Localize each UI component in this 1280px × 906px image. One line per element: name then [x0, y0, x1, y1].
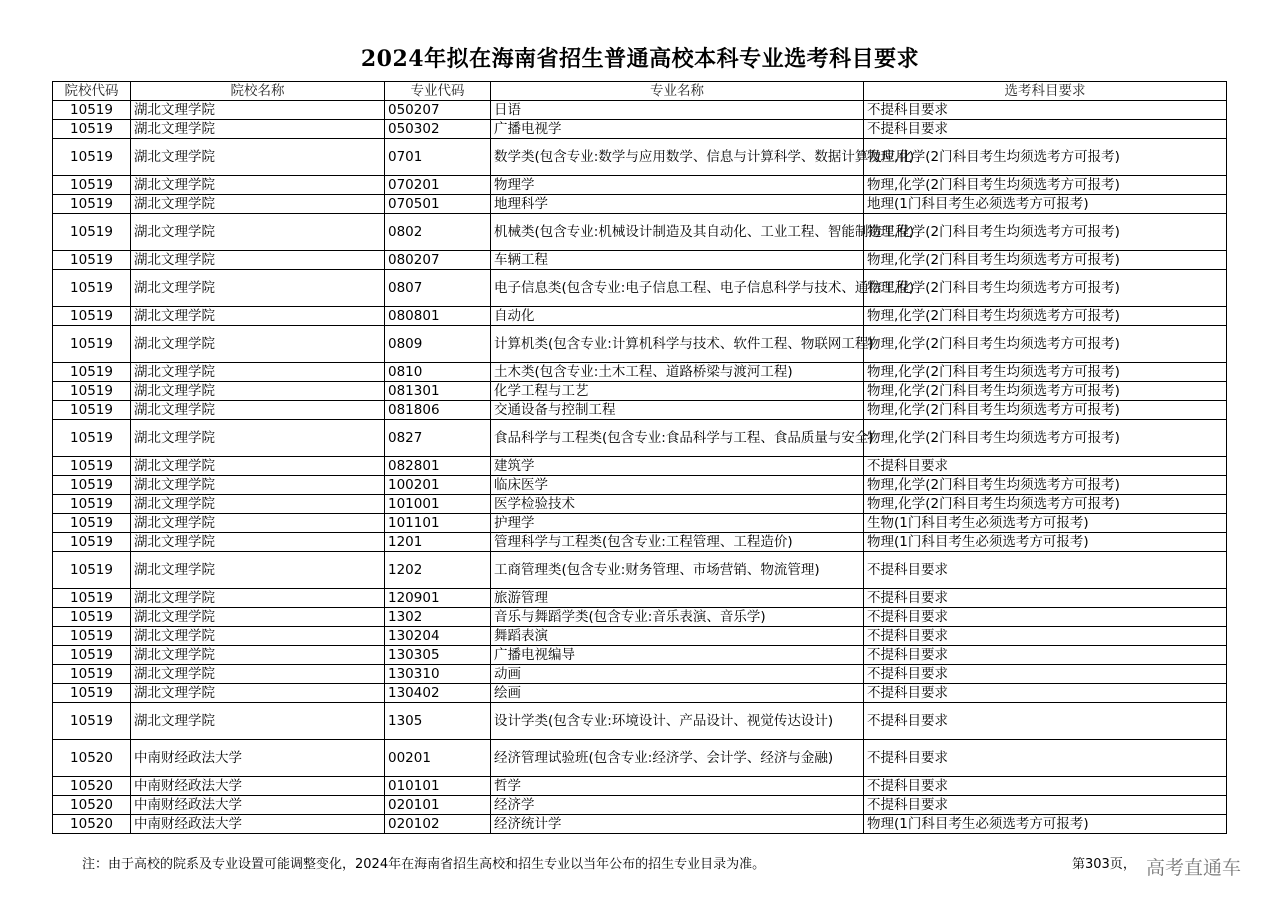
cell-major-code: 020101: [385, 796, 491, 815]
cell-school-name: 湖北文理学院: [131, 363, 385, 382]
cell-school-name: 湖北文理学院: [131, 214, 385, 251]
cell-major-code: 130305: [385, 646, 491, 665]
cell-school-name: 湖北文理学院: [131, 589, 385, 608]
table-row: [53, 476, 1227, 495]
cell-requirement: 不提科目要求: [864, 627, 1227, 646]
cell-school-name: 湖北文理学院: [131, 608, 385, 627]
cell-requirement: 物理,化学(2门科目考生均须选考方可报考): [864, 363, 1227, 382]
cell-school-code: 10519: [53, 533, 131, 552]
cell-major-code: 082801: [385, 457, 491, 476]
cell-major-code: 0827: [385, 420, 491, 457]
table-row: [53, 815, 1227, 834]
cell-major-code: 070501: [385, 195, 491, 214]
cell-requirement: 不提科目要求: [864, 740, 1227, 777]
cell-school-code: 10519: [53, 120, 131, 139]
cell-school-code: 10519: [53, 214, 131, 251]
table-row: [53, 646, 1227, 665]
table-body: [53, 101, 1227, 834]
page-number: 第303页，: [1072, 857, 1136, 872]
cell-school-name: 湖北文理学院: [131, 552, 385, 589]
table-row: [53, 740, 1227, 777]
table-row: [53, 139, 1227, 176]
cell-school-name: 湖北文理学院: [131, 703, 385, 740]
table-row: [53, 665, 1227, 684]
cell-school-code: 10520: [53, 740, 131, 777]
table-row: [53, 684, 1227, 703]
cell-requirement: 不提科目要求: [864, 646, 1227, 665]
cell-requirement: 物理,化学(2门科目考生均须选考方可报考): [864, 420, 1227, 457]
table-row: [53, 420, 1227, 457]
table-row: [53, 195, 1227, 214]
cell-school-code: 10519: [53, 457, 131, 476]
watermark: 高考直通车: [1146, 857, 1242, 879]
cell-major-code: 081301: [385, 382, 491, 401]
cell-major-code: 081806: [385, 401, 491, 420]
cell-school-code: 10519: [53, 401, 131, 420]
table-row: [53, 101, 1227, 120]
table-row: [53, 495, 1227, 514]
cell-school-name: 湖北文理学院: [131, 401, 385, 420]
cell-school-code: 10519: [53, 552, 131, 589]
cell-major-code: 080801: [385, 307, 491, 326]
cell-requirement: 不提科目要求: [864, 457, 1227, 476]
cell-school-code: 10519: [53, 270, 131, 307]
cell-requirement: 地理(1门科目考生必须选考方可报考): [864, 195, 1227, 214]
cell-major-name: 设计学类(包含专业:环境设计、产品设计、视觉传达设计): [491, 703, 864, 740]
cell-major-code: 0809: [385, 326, 491, 363]
cell-major-name: 工商管理类(包含专业:财务管理、市场营销、物流管理): [491, 552, 864, 589]
cell-school-name: 湖北文理学院: [131, 476, 385, 495]
table-row: [53, 533, 1227, 552]
table-row: [53, 703, 1227, 740]
cell-school-code: 10519: [53, 363, 131, 382]
cell-major-name: 护理学: [491, 514, 864, 533]
cell-requirement: 不提科目要求: [864, 589, 1227, 608]
cell-major-name: 建筑学: [491, 457, 864, 476]
table-row: [53, 307, 1227, 326]
cell-requirement: 物理,化学(2门科目考生均须选考方可报考): [864, 326, 1227, 363]
table-row: [53, 457, 1227, 476]
table-row: [53, 514, 1227, 533]
cell-requirement: 不提科目要求: [864, 796, 1227, 815]
cell-school-name: 湖北文理学院: [131, 382, 385, 401]
cell-school-code: 10519: [53, 665, 131, 684]
cell-major-code: 1202: [385, 552, 491, 589]
cell-school-name: 湖北文理学院: [131, 120, 385, 139]
cell-school-code: 10520: [53, 796, 131, 815]
cell-major-code: 1201: [385, 533, 491, 552]
cell-school-name: 湖北文理学院: [131, 514, 385, 533]
cell-school-name: 湖北文理学院: [131, 195, 385, 214]
header-school-name: 院校名称: [131, 82, 385, 101]
page-title: 2024年拟在海南省招生普通高校本科专业选考科目要求: [360, 46, 920, 72]
cell-requirement: 物理,化学(2门科目考生均须选考方可报考): [864, 176, 1227, 195]
cell-school-code: 10519: [53, 139, 131, 176]
header-major-name: 专业名称: [491, 82, 864, 101]
cell-school-name: 中南财经政法大学: [131, 740, 385, 777]
cell-major-name: 经济管理试验班(包含专业:经济学、会计学、经济与金融): [491, 740, 864, 777]
cell-requirement: 生物(1门科目考生必须选考方可报考): [864, 514, 1227, 533]
cell-school-name: 湖北文理学院: [131, 495, 385, 514]
cell-requirement: 物理,化学(2门科目考生均须选考方可报考): [864, 251, 1227, 270]
cell-requirement: 物理,化学(2门科目考生均须选考方可报考): [864, 476, 1227, 495]
cell-major-code: 0701: [385, 139, 491, 176]
header-major-code: 专业代码: [385, 82, 491, 101]
cell-school-name: 湖北文理学院: [131, 251, 385, 270]
cell-requirement: 不提科目要求: [864, 703, 1227, 740]
header-requirement: 选考科目要求: [864, 82, 1227, 101]
requirements-table: [52, 81, 1227, 834]
table-row: [53, 589, 1227, 608]
cell-school-name: 湖北文理学院: [131, 646, 385, 665]
cell-major-name: 广播电视编导: [491, 646, 864, 665]
cell-major-name: 管理科学与工程类(包含专业:工程管理、工程造价): [491, 533, 864, 552]
table-row: [53, 251, 1227, 270]
cell-school-name: 湖北文理学院: [131, 176, 385, 195]
cell-requirement: 物理,化学(2门科目考生均须选考方可报考): [864, 401, 1227, 420]
cell-major-code: 101101: [385, 514, 491, 533]
table-row: [53, 120, 1227, 139]
cell-major-name: 物理学: [491, 176, 864, 195]
cell-school-code: 10519: [53, 589, 131, 608]
cell-school-code: 10519: [53, 195, 131, 214]
table-row: [53, 627, 1227, 646]
cell-major-name: 日语: [491, 101, 864, 120]
cell-major-name: 机械类(包含专业:机械设计制造及其自动化、工业工程、智能制造工程): [491, 214, 864, 251]
cell-major-code: 0802: [385, 214, 491, 251]
cell-requirement: 物理,化学(2门科目考生均须选考方可报考): [864, 139, 1227, 176]
cell-requirement: 不提科目要求: [864, 120, 1227, 139]
cell-major-name: 医学检验技术: [491, 495, 864, 514]
cell-major-name: 广播电视学: [491, 120, 864, 139]
cell-school-code: 10519: [53, 608, 131, 627]
cell-requirement: 物理,化学(2门科目考生均须选考方可报考): [864, 307, 1227, 326]
cell-school-code: 10519: [53, 307, 131, 326]
cell-requirement: 不提科目要求: [864, 608, 1227, 627]
cell-major-name: 交通设备与控制工程: [491, 401, 864, 420]
header-school-code: 院校代码: [53, 82, 131, 101]
cell-requirement: 物理,化学(2门科目考生均须选考方可报考): [864, 270, 1227, 307]
cell-major-name: 化学工程与工艺: [491, 382, 864, 401]
table-row: [53, 270, 1227, 307]
cell-major-code: 00201: [385, 740, 491, 777]
cell-school-name: 湖北文理学院: [131, 627, 385, 646]
cell-major-name: 自动化: [491, 307, 864, 326]
cell-major-name: 车辆工程: [491, 251, 864, 270]
cell-requirement: 不提科目要求: [864, 665, 1227, 684]
cell-major-code: 020102: [385, 815, 491, 834]
table-row: [53, 608, 1227, 627]
cell-school-code: 10519: [53, 495, 131, 514]
cell-major-code: 080207: [385, 251, 491, 270]
cell-school-code: 10519: [53, 627, 131, 646]
cell-requirement: 不提科目要求: [864, 684, 1227, 703]
cell-major-code: 050207: [385, 101, 491, 120]
cell-major-code: 100201: [385, 476, 491, 495]
footnote: 注：由于高校的院系及专业设置可能调整变化，2024年在海南省招生高校和招生专业以当年公布的招生专业目录为准。: [82, 857, 766, 872]
cell-major-name: 电子信息类(包含专业:电子信息工程、电子信息科学与技术、通信工程): [491, 270, 864, 307]
cell-school-code: 10519: [53, 476, 131, 495]
cell-major-name: 音乐与舞蹈学类(包含专业:音乐表演、音乐学): [491, 608, 864, 627]
cell-requirement: 物理,化学(2门科目考生均须选考方可报考): [864, 495, 1227, 514]
cell-major-name: 食品科学与工程类(包含专业:食品科学与工程、食品质量与安全): [491, 420, 864, 457]
cell-major-code: 050302: [385, 120, 491, 139]
cell-requirement: 不提科目要求: [864, 552, 1227, 589]
cell-requirement: 物理,化学(2门科目考生均须选考方可报考): [864, 214, 1227, 251]
cell-school-code: 10520: [53, 777, 131, 796]
cell-school-code: 10519: [53, 326, 131, 363]
table-row: [53, 796, 1227, 815]
cell-major-code: 130402: [385, 684, 491, 703]
cell-major-name: 计算机类(包含专业:计算机科学与技术、软件工程、物联网工程): [491, 326, 864, 363]
cell-school-code: 10519: [53, 684, 131, 703]
cell-school-name: 湖北文理学院: [131, 307, 385, 326]
cell-major-name: 经济学: [491, 796, 864, 815]
cell-major-code: 0807: [385, 270, 491, 307]
cell-school-name: 湖北文理学院: [131, 326, 385, 363]
cell-major-name: 临床医学: [491, 476, 864, 495]
cell-school-name: 湖北文理学院: [131, 101, 385, 120]
cell-school-name: 中南财经政法大学: [131, 796, 385, 815]
table-row: [53, 214, 1227, 251]
cell-major-code: 1305: [385, 703, 491, 740]
cell-school-name: 湖北文理学院: [131, 665, 385, 684]
cell-major-code: 010101: [385, 777, 491, 796]
cell-major-name: 土木类(包含专业:土木工程、道路桥梁与渡河工程): [491, 363, 864, 382]
cell-requirement: 物理,化学(2门科目考生均须选考方可报考): [864, 382, 1227, 401]
cell-major-code: 0810: [385, 363, 491, 382]
cell-requirement: 物理(1门科目考生必须选考方可报考): [864, 815, 1227, 834]
cell-major-code: 070201: [385, 176, 491, 195]
cell-school-code: 10519: [53, 382, 131, 401]
cell-school-code: 10519: [53, 420, 131, 457]
table-row: [53, 552, 1227, 589]
cell-school-code: 10519: [53, 101, 131, 120]
cell-requirement: 物理(1门科目考生必须选考方可报考): [864, 533, 1227, 552]
cell-major-code: 120901: [385, 589, 491, 608]
cell-major-code: 130310: [385, 665, 491, 684]
table-row: [53, 363, 1227, 382]
cell-school-name: 湖北文理学院: [131, 684, 385, 703]
cell-major-name: 哲学: [491, 777, 864, 796]
cell-major-name: 旅游管理: [491, 589, 864, 608]
cell-major-name: 绘画: [491, 684, 864, 703]
cell-school-name: 中南财经政法大学: [131, 777, 385, 796]
cell-major-name: 地理科学: [491, 195, 864, 214]
cell-school-code: 10519: [53, 251, 131, 270]
cell-school-code: 10520: [53, 815, 131, 834]
table-row: [53, 326, 1227, 363]
cell-school-name: 湖北文理学院: [131, 457, 385, 476]
table-row: [53, 777, 1227, 796]
cell-requirement: 不提科目要求: [864, 777, 1227, 796]
cell-major-name: 舞蹈表演: [491, 627, 864, 646]
cell-school-name: 中南财经政法大学: [131, 815, 385, 834]
cell-major-code: 130204: [385, 627, 491, 646]
table-header-row: [53, 82, 1227, 101]
cell-school-name: 湖北文理学院: [131, 139, 385, 176]
cell-school-name: 湖北文理学院: [131, 270, 385, 307]
cell-requirement: 不提科目要求: [864, 101, 1227, 120]
cell-major-code: 101001: [385, 495, 491, 514]
cell-school-code: 10519: [53, 703, 131, 740]
cell-school-code: 10519: [53, 176, 131, 195]
cell-school-code: 10519: [53, 514, 131, 533]
cell-major-name: 动画: [491, 665, 864, 684]
table-row: [53, 176, 1227, 195]
cell-school-name: 湖北文理学院: [131, 420, 385, 457]
cell-school-name: 湖北文理学院: [131, 533, 385, 552]
cell-school-code: 10519: [53, 646, 131, 665]
table-row: [53, 401, 1227, 420]
cell-major-name: 经济统计学: [491, 815, 864, 834]
cell-major-name: 数学类(包含专业:数学与应用数学、信息与计算科学、数据计算及应用): [491, 139, 864, 176]
table-row: [53, 382, 1227, 401]
cell-major-code: 1302: [385, 608, 491, 627]
